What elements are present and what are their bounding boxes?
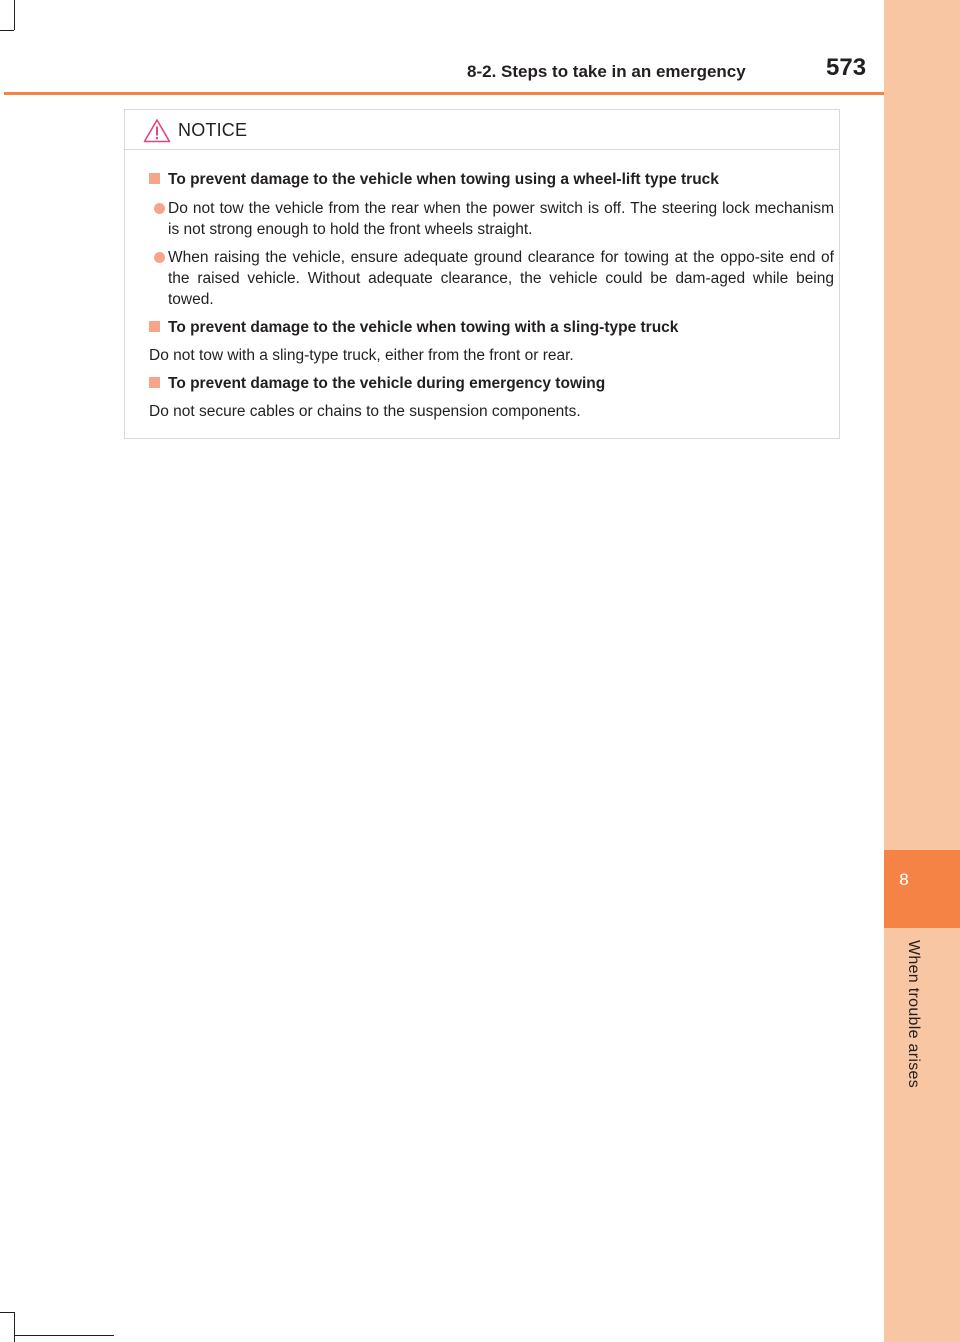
crop-mark	[0, 1312, 14, 1313]
notice-heading-text: To prevent damage to the vehicle when towing with a sling-type truck	[168, 319, 679, 336]
list-item-text: When raising the vehicle, ensure adequate ground clearance for towing at the oppo-site end of the raised vehicle. Without adequate clearance, the vehicle could be dam-aged while being towed.	[168, 249, 834, 308]
section-title: 8-2. Steps to take in an emergency	[467, 62, 746, 81]
list-item-text: Do not tow the vehicle from the rear when the power switch is off. The steering lock mechanism is not strong enough to hold the front wheels straight.	[168, 200, 834, 238]
round-bullet-icon	[154, 203, 165, 214]
square-bullet-icon	[149, 377, 160, 388]
chapter-number: 8	[899, 870, 909, 889]
chapter-title: When trouble arises	[905, 940, 922, 1088]
notice-heading-text: To prevent damage to the vehicle when towing using a wheel-lift type truck	[168, 171, 719, 188]
notice-paragraph: Do not tow with a sling-type truck, either from the front or rear.	[149, 347, 574, 364]
square-bullet-icon	[149, 321, 160, 332]
list-item	[154, 247, 834, 310]
header-rule	[4, 92, 884, 95]
notice-heading	[149, 375, 605, 393]
crop-mark	[0, 30, 14, 31]
notice-header	[125, 110, 839, 150]
chapter-side-tab	[884, 0, 960, 1342]
chapter-title-wrap	[904, 940, 924, 1110]
crop-mark	[14, 1335, 114, 1336]
warning-triangle-icon	[143, 118, 171, 143]
crop-mark	[14, 0, 15, 30]
notice-heading-text: To prevent damage to the vehicle during emergency towing	[168, 375, 606, 392]
notice-box	[124, 109, 840, 439]
page-number: 573	[826, 54, 867, 81]
notice-heading	[149, 319, 678, 337]
square-bullet-icon	[149, 173, 160, 184]
round-bullet-icon	[154, 252, 165, 263]
notice-paragraph: Do not secure cables or chains to the suspension components.	[149, 403, 581, 420]
notice-heading	[149, 171, 719, 189]
notice-label: NOTICE	[178, 120, 248, 140]
crop-mark	[14, 1312, 15, 1342]
list-item	[154, 198, 834, 240]
